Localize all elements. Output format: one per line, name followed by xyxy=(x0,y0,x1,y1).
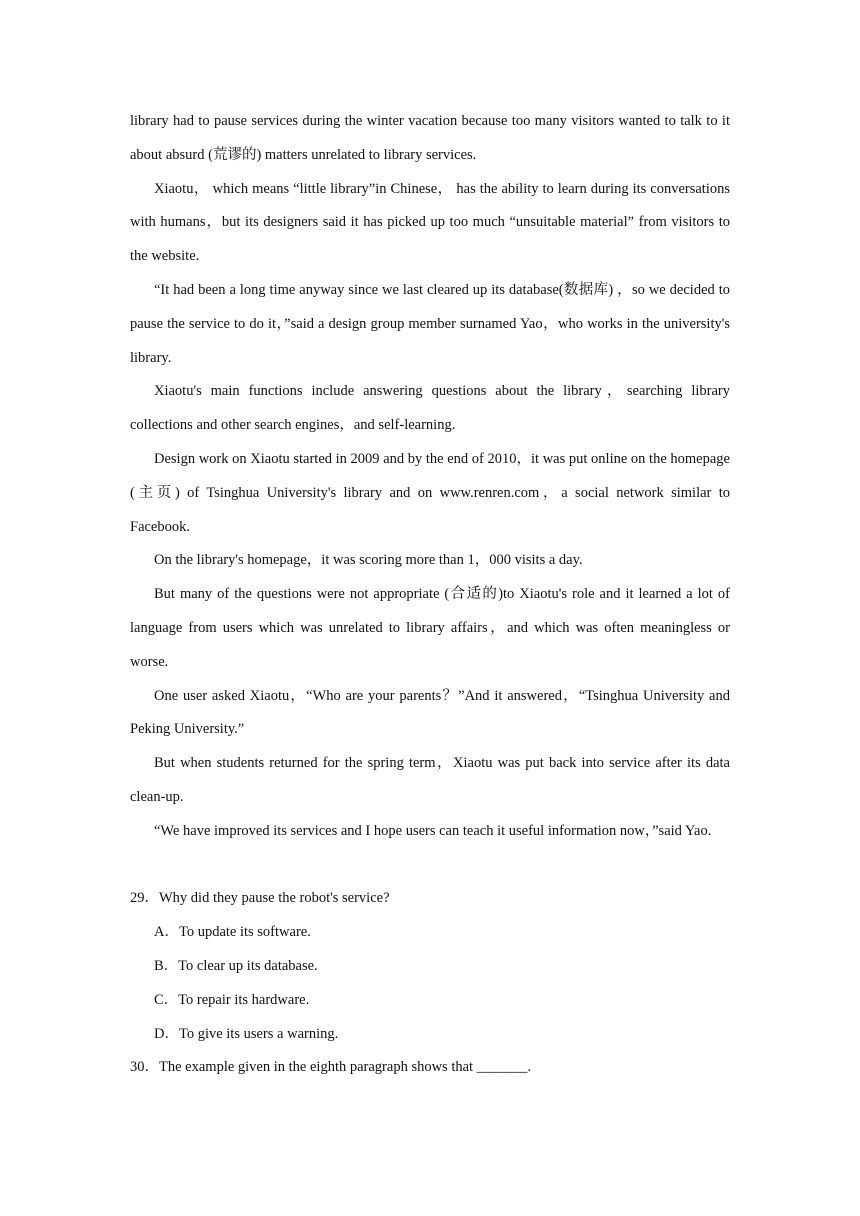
option-d: D．To give its users a warning. xyxy=(154,1025,339,1042)
paragraph-6: On the library's homepage，it was scoring more than 1，000 visits a day. xyxy=(154,552,583,569)
question-text: The example given in the eighth paragraph shows that _______. xyxy=(159,1059,532,1076)
paragraph-3: “It had been a long time anyway since we last cleared up its database(数据库) ，so we decided to pause the service to do it，”said a design group member surnamed Yao，who works in the university's library. xyxy=(130,281,730,366)
section-spacer xyxy=(130,849,730,883)
paragraph-1: library had to pause services during the winter vacation because too many visitors wanted to talk to it about absurd (荒谬的) matters unrelated to library services. xyxy=(130,113,730,163)
paragraph-7: But many of the questions were not appropriate (合适的)to Xiaotu's role and it learned a lot of language from users which was unrelated to library affairs，and which was often meaningless or worse. xyxy=(130,586,730,670)
paragraph-4: Xiaotu's main functions include answering questions about the library，searching library collections and other search engines，and self-learning. xyxy=(130,383,730,434)
option-b: B．To clear up its database. xyxy=(154,957,318,974)
paragraph-5: Design work on Xiaotu started in 2009 and by the end of 2010，it was put online on the homepage (主页) of Tsinghua University's library and on www.renren.com，a social network similar to Facebook. xyxy=(130,450,730,535)
question-30 xyxy=(130,1051,730,1085)
question-number: 29． xyxy=(130,890,159,907)
option-c: C．To repair its hardware. xyxy=(154,991,310,1008)
question-text: Why did they pause the robot's service? xyxy=(159,890,390,907)
paragraph-8: One user asked Xiaotu，“Who are your parents？”And it answered，“Tsinghua University and Peking University.” xyxy=(130,687,730,738)
question-stem xyxy=(130,1051,730,1085)
option-a: A．To update its software. xyxy=(154,924,311,941)
passage xyxy=(130,105,730,849)
question-29 xyxy=(130,882,730,1051)
paragraph-2: Xiaotu， which means “little library”in Chinese， has the ability to learn during its conversations with humans，but its designers said it has picked up too much “unsuitable material” from visitors to the website. xyxy=(130,180,730,265)
paragraph-9: But when students returned for the spring term，Xiaotu was put back into service after its data clean-up. xyxy=(130,755,730,805)
paragraph-10: “We have improved its services and I hope users can teach it useful information now，”said Yao. xyxy=(154,822,712,839)
question-stem xyxy=(130,882,730,916)
question-number: 30． xyxy=(130,1059,159,1076)
document-page xyxy=(130,105,730,1085)
